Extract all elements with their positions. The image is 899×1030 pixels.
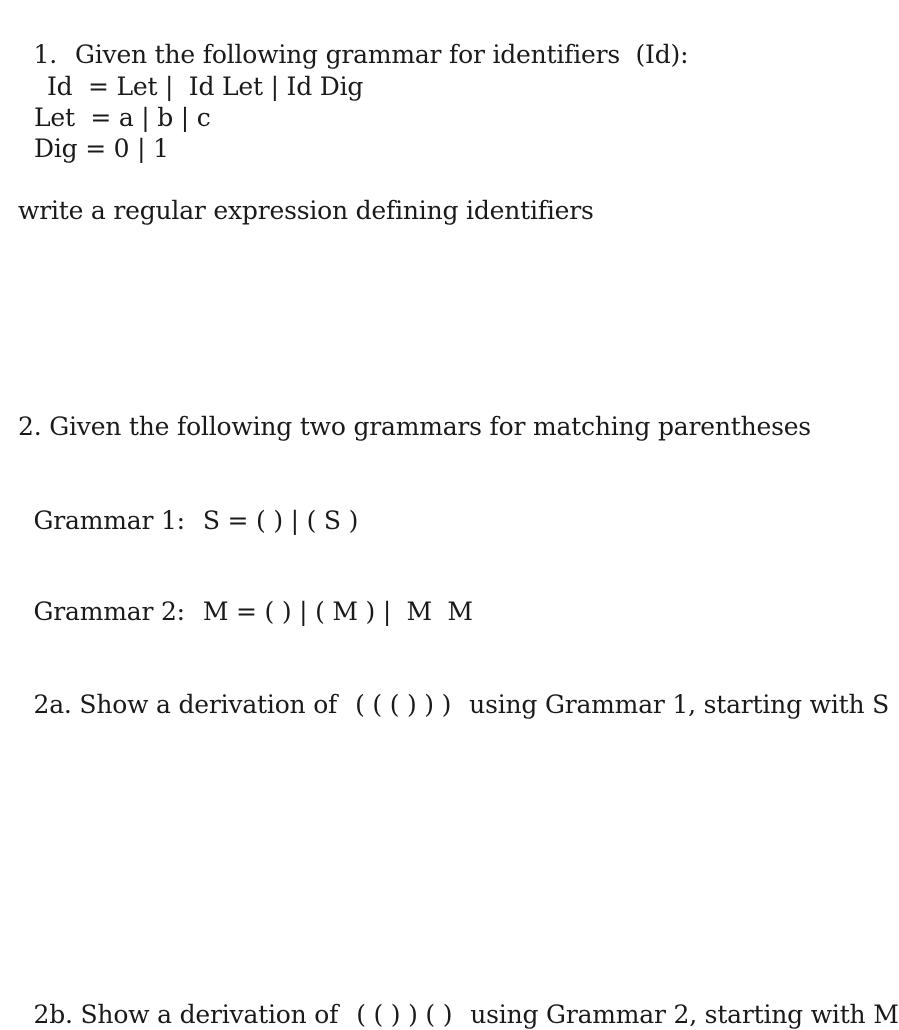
grammar-rule-id: Id = Let | Id Let | Id Dig (47, 72, 364, 101)
grammar-1-label: Grammar 1: (33, 506, 185, 535)
grammar-2-label: Grammar 2: (33, 597, 185, 626)
question-1-heading (18, 10, 688, 70)
grammar-2 (18, 567, 473, 627)
question-1-task: write a regular expression defining identifiers (18, 196, 594, 225)
question-2b-prefix: 2b. Show a derivation of (33, 1000, 339, 1029)
question-2-prompt: 2. Given the following two grammars for matching parentheses (18, 412, 811, 441)
grammar-1-rule: S = ( ) | ( S ) (202, 506, 359, 535)
question-2a-expression: ( ( ( ) ) ) (355, 690, 452, 719)
grammar-1 (18, 476, 358, 536)
question-2a (18, 660, 889, 720)
question-1-number: 1. (33, 40, 57, 69)
question-2b-expression: ( ( ) ) ( ) (356, 1000, 453, 1029)
question-2a-prefix: 2a. Show a derivation of (33, 690, 338, 719)
question-1-prompt: Given the following grammar for identifiers (Id): (74, 40, 689, 69)
question-2b-suffix: using Grammar 2, starting with M (470, 1000, 899, 1029)
grammar-rule-dig: Dig = 0 | 1 (34, 134, 169, 163)
grammar-rule-let: Let = a | b | c (34, 103, 211, 132)
grammar-2-rule: M = ( ) | ( M ) | M M (202, 597, 473, 626)
question-2a-suffix: using Grammar 1, starting with S (469, 690, 890, 719)
question-2b (18, 970, 899, 1030)
